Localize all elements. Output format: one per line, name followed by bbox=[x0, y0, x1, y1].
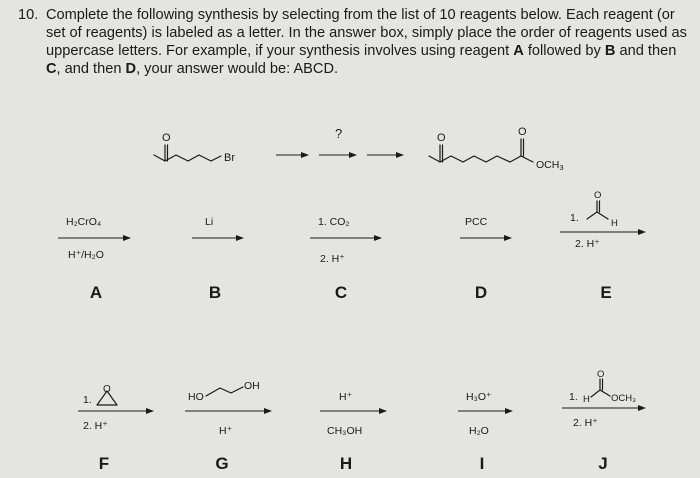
starting-material bbox=[154, 132, 235, 164]
bromine-label: Br bbox=[224, 152, 235, 164]
reagent-g-letter: G bbox=[215, 454, 229, 473]
unknown-steps-arrows bbox=[276, 126, 403, 155]
reagent-b-letter: B bbox=[208, 283, 222, 302]
reagent-j-h: H bbox=[583, 394, 590, 405]
reagent-d-letter: D bbox=[474, 283, 488, 302]
reagent-f bbox=[78, 384, 153, 473]
ethylene-glycol-structure bbox=[188, 380, 260, 403]
reagent-g-oh: OH bbox=[244, 380, 260, 392]
reagent-e bbox=[560, 190, 645, 302]
product-structure bbox=[429, 126, 564, 172]
reagent-h-bottom: CH₃OH bbox=[327, 425, 363, 437]
reagent-j-step1: 1. bbox=[569, 391, 578, 403]
reagent-e-letter: E bbox=[600, 283, 612, 302]
reagent-a-letter: A bbox=[89, 283, 103, 302]
product-ketone-o: O bbox=[437, 132, 446, 144]
reagent-c bbox=[310, 216, 381, 302]
product-ester-o: O bbox=[518, 126, 527, 138]
reagent-d-top: PCC bbox=[465, 216, 488, 228]
bold-letter-b: B bbox=[604, 43, 616, 59]
reagent-e-bottom: 2. H⁺ bbox=[575, 238, 600, 250]
acetaldehyde-structure bbox=[587, 190, 618, 229]
reagent-j-och3: OCH₃ bbox=[611, 393, 636, 404]
reagent-g bbox=[185, 380, 271, 473]
product-och3-label: OCH3 bbox=[536, 159, 564, 172]
reagent-i-letter: I bbox=[479, 454, 485, 473]
reagent-j-o: O bbox=[597, 369, 605, 380]
start-carbonyl-o: O bbox=[162, 132, 171, 144]
reagent-j-bottom: 2. H⁺ bbox=[573, 417, 598, 429]
reagent-j bbox=[562, 369, 645, 473]
reagent-i-top: H₃O⁺ bbox=[466, 391, 492, 403]
reagent-e-h: H bbox=[611, 218, 618, 229]
reagent-b bbox=[192, 216, 243, 302]
question-mark: ? bbox=[335, 126, 343, 141]
reagent-c-top: 1. CO₂ bbox=[318, 216, 350, 228]
epoxide-structure bbox=[97, 384, 117, 405]
reagent-f-o: O bbox=[103, 384, 111, 395]
reagent-f-letter: F bbox=[98, 454, 110, 473]
reagent-e-step1: 1. bbox=[570, 212, 579, 224]
reagent-h-top: H⁺ bbox=[339, 391, 353, 403]
methyl-formate-structure bbox=[583, 369, 636, 405]
reagent-a-bottom: H⁺/H₂O bbox=[68, 249, 104, 261]
reagent-f-step1: 1. bbox=[83, 394, 92, 406]
reagent-d bbox=[460, 216, 511, 302]
question-body: Complete the following synthesis by selecting from the list of 10 reagents below. Each reagent (or set of reagents) is labeled as a letter. In the answer box, simply place the order of reagents used as uppercase letters. For example, if your synthesis involves using reagent A followed by B and then C, and then D, your answer would be: ABCD. bbox=[46, 7, 687, 77]
reagent-c-bottom: 2. H⁺ bbox=[320, 253, 345, 265]
reagent-i-bottom: H₂O bbox=[469, 425, 489, 437]
reagent-c-letter: C bbox=[334, 283, 348, 302]
bold-letter-a: A bbox=[513, 43, 524, 59]
bold-letter-d: D bbox=[125, 61, 137, 77]
reagent-a-top: H₂CrO₄ bbox=[66, 216, 102, 228]
reagent-i bbox=[458, 391, 512, 473]
reagent-e-o: O bbox=[594, 190, 602, 201]
reagent-a bbox=[58, 216, 130, 302]
reagent-h-letter: H bbox=[339, 454, 353, 473]
reagent-h bbox=[320, 391, 386, 473]
reagent-b-top: Li bbox=[205, 216, 214, 228]
reagent-j-letter: J bbox=[598, 454, 608, 473]
reagent-f-bottom: 2. H⁺ bbox=[83, 420, 108, 432]
bold-letter-c: C bbox=[46, 61, 57, 77]
reagent-g-ho: HO bbox=[188, 391, 204, 403]
reagent-g-bottom: H⁺ bbox=[219, 425, 233, 437]
question-number: 10. bbox=[18, 7, 39, 23]
